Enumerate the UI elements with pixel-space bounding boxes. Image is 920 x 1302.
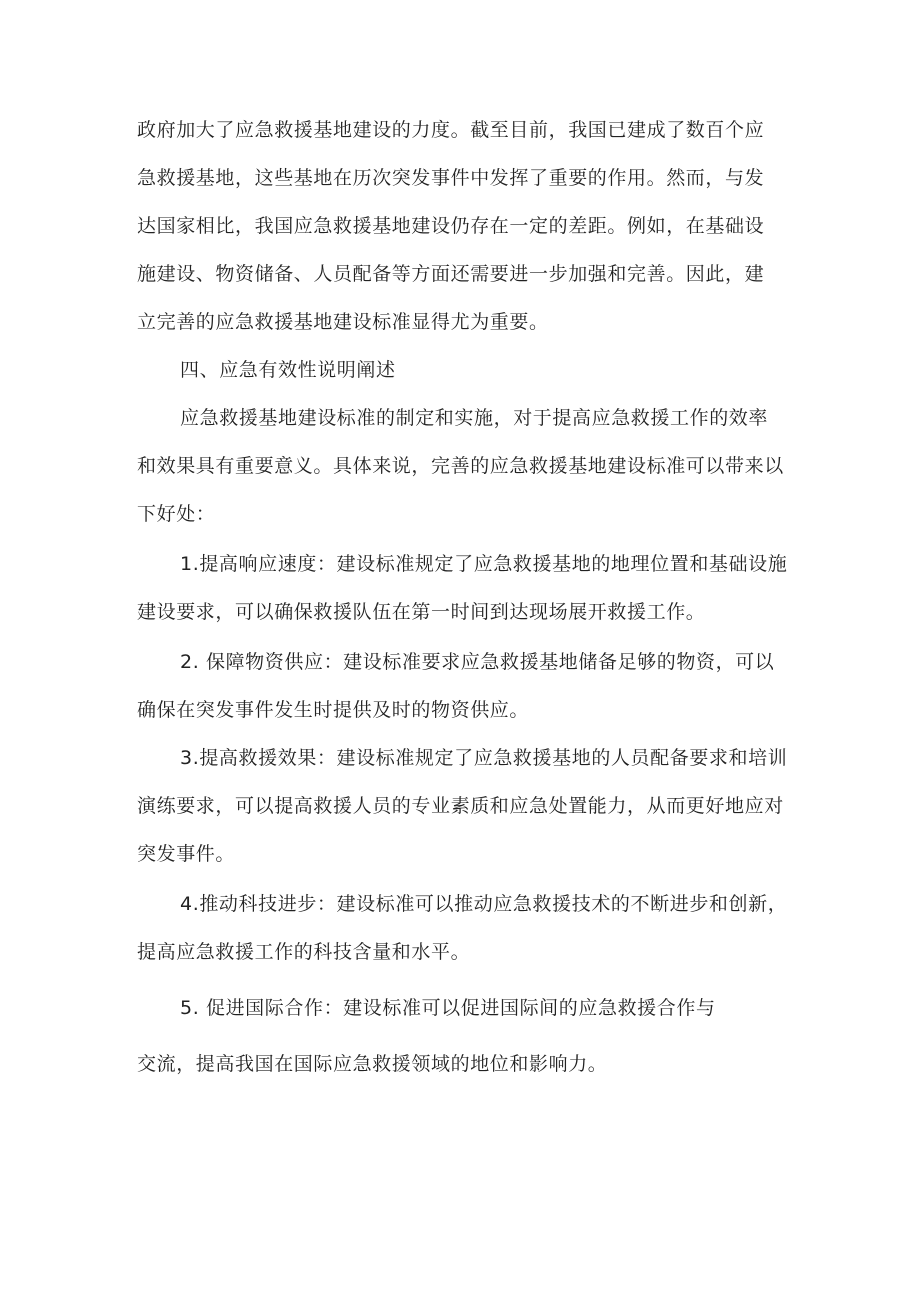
paragraph-line: 施建设、物资储备、人员配备等方面还需要进一步加强和完善。因此，建 — [137, 263, 765, 285]
list-item-5-line: 5. 促进国际合作：建设标准可以促进国际间的应急救援合作与 — [180, 997, 716, 1019]
list-item-2-line: 2. 保障物资供应：建设标准要求应急救援基地储备足够的物资，可以 — [180, 651, 775, 673]
paragraph-line: 急救援基地，这些基地在历次突发事件中发挥了重要的作用。然而，与发 — [137, 167, 765, 189]
paragraph-line: 政府加大了应急救援基地建设的力度。截至目前，我国已建成了数百个应 — [137, 119, 765, 141]
list-item-1-line: 1.提高响应速度：建设标准规定了应急救援基地的地理位置和基础设施 — [180, 553, 788, 575]
list-item-4-line: 提高应急救援工作的科技含量和水平。 — [137, 941, 471, 963]
list-item-5-line: 交流，提高我国在国际应急救援领域的地位和影响力。 — [137, 1053, 608, 1075]
list-item-1-line: 建设要求，可以确保救援队伍在第一时间到达现场展开救援工作。 — [137, 601, 706, 623]
list-item-2-line: 确保在突发事件发生时提供及时的物资供应。 — [137, 699, 530, 721]
list-item-4-line: 4.推动科技进步：建设标准可以推动应急救援技术的不断进步和创新， — [180, 893, 788, 915]
list-item-3-line: 演练要求，可以提高救援人员的专业素质和应急处置能力，从而更好地应对 — [137, 795, 784, 817]
paragraph-line: 应急救援基地建设标准的制定和实施，对于提高应急救援工作的效率 — [180, 407, 769, 429]
paragraph-line: 和效果具有重要意义。具体来说，完善的应急救援基地建设标准可以带来以 — [137, 455, 784, 477]
paragraph-line: 下好处： — [137, 503, 216, 525]
section-heading: 四、应急有效性说明阐述 — [180, 359, 396, 381]
list-item-3-line: 3.提高救援效果：建设标准规定了应急救援基地的人员配备要求和培训 — [180, 747, 788, 769]
paragraph-line: 立完善的应急救援基地建设标准显得尤为重要。 — [137, 311, 549, 333]
paragraph-line: 达国家相比，我国应急救援基地建设仍存在一定的差距。例如，在基础设 — [137, 215, 765, 237]
list-item-3-line: 突发事件。 — [137, 843, 236, 865]
